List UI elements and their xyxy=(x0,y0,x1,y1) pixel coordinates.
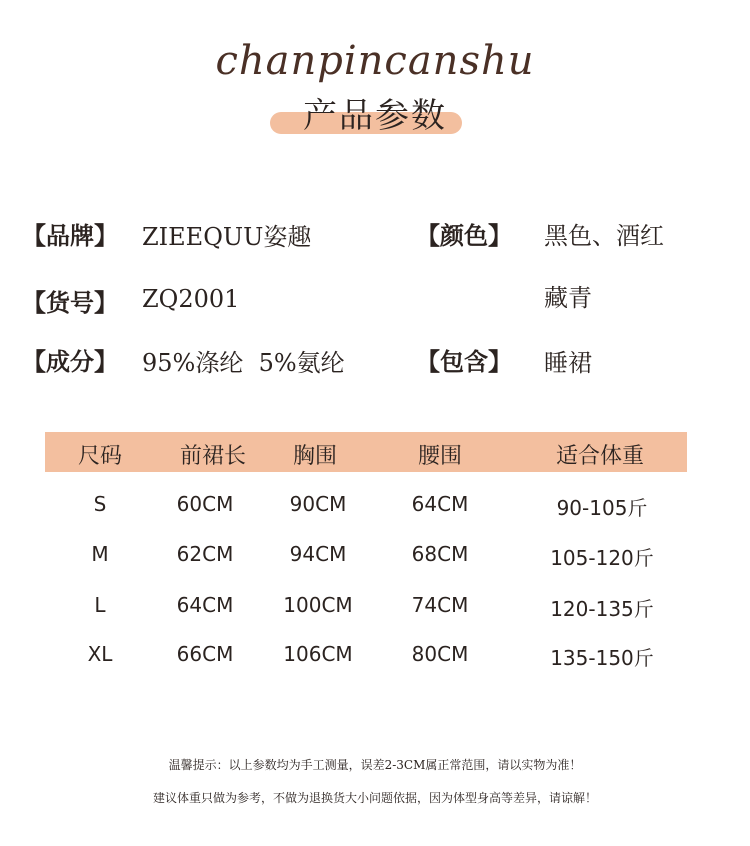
table-cell: 106CM xyxy=(283,642,353,666)
color-value-line1: 黑色、酒红 xyxy=(544,222,664,250)
item-no-label: 【货号】 xyxy=(22,288,118,317)
table-cell: 100CM xyxy=(283,593,353,617)
table-cell: 135-150斤 xyxy=(550,646,654,670)
color-value-line2: 藏青 xyxy=(544,284,592,312)
package-label: 【包含】 xyxy=(416,347,512,376)
table-cell: 80CM xyxy=(411,642,469,666)
brand-value: ZIEEQUU姿趣 xyxy=(142,223,312,251)
table-header-size: 尺码 xyxy=(77,444,123,469)
material-label: 【成分】 xyxy=(22,347,118,376)
table-cell: 74CM xyxy=(411,593,469,617)
table-cell: 94CM xyxy=(289,542,347,566)
table-cell: 120-135斤 xyxy=(550,597,654,621)
table-cell: S xyxy=(93,492,107,516)
table-cell: 66CM xyxy=(176,642,234,666)
header-script-title: chanpincanshu xyxy=(215,38,535,84)
table-header-waist: 腰围 xyxy=(417,444,463,469)
table-cell: XL xyxy=(87,642,113,666)
table-cell: M xyxy=(91,542,109,566)
material-value: 95%涤纶 5%氨纶 xyxy=(142,349,345,377)
table-cell: 64CM xyxy=(411,492,469,516)
table-cell: 90-105斤 xyxy=(556,496,648,520)
item-no-value: ZQ2001 xyxy=(142,285,240,313)
page-title: 产品参数 xyxy=(303,96,447,136)
table-header-bust: 胸围 xyxy=(292,444,338,469)
table-cell: 62CM xyxy=(176,542,234,566)
table-cell: 90CM xyxy=(289,492,347,516)
table-header-weight: 适合体重 xyxy=(555,444,645,469)
note-line-1: 温馨提示：以上参数均为手工测量，误差2-3CM属正常范围，请以实物为准！ xyxy=(168,758,582,772)
table-cell: 105-120斤 xyxy=(550,546,654,570)
table-cell: L xyxy=(94,593,106,617)
note-line-2: 建议体重只做为参考，不做为退换货大小问题依据，因为体型身高等差异，请谅解！ xyxy=(152,791,597,805)
table-cell: 64CM xyxy=(176,593,234,617)
table-cell: 60CM xyxy=(176,492,234,516)
table-header-front-length: 前裙长 xyxy=(179,444,247,469)
color-label: 【颜色】 xyxy=(416,221,512,250)
brand-label: 【品牌】 xyxy=(22,221,118,250)
table-cell: 68CM xyxy=(411,542,469,566)
package-value: 睡裙 xyxy=(544,349,592,377)
